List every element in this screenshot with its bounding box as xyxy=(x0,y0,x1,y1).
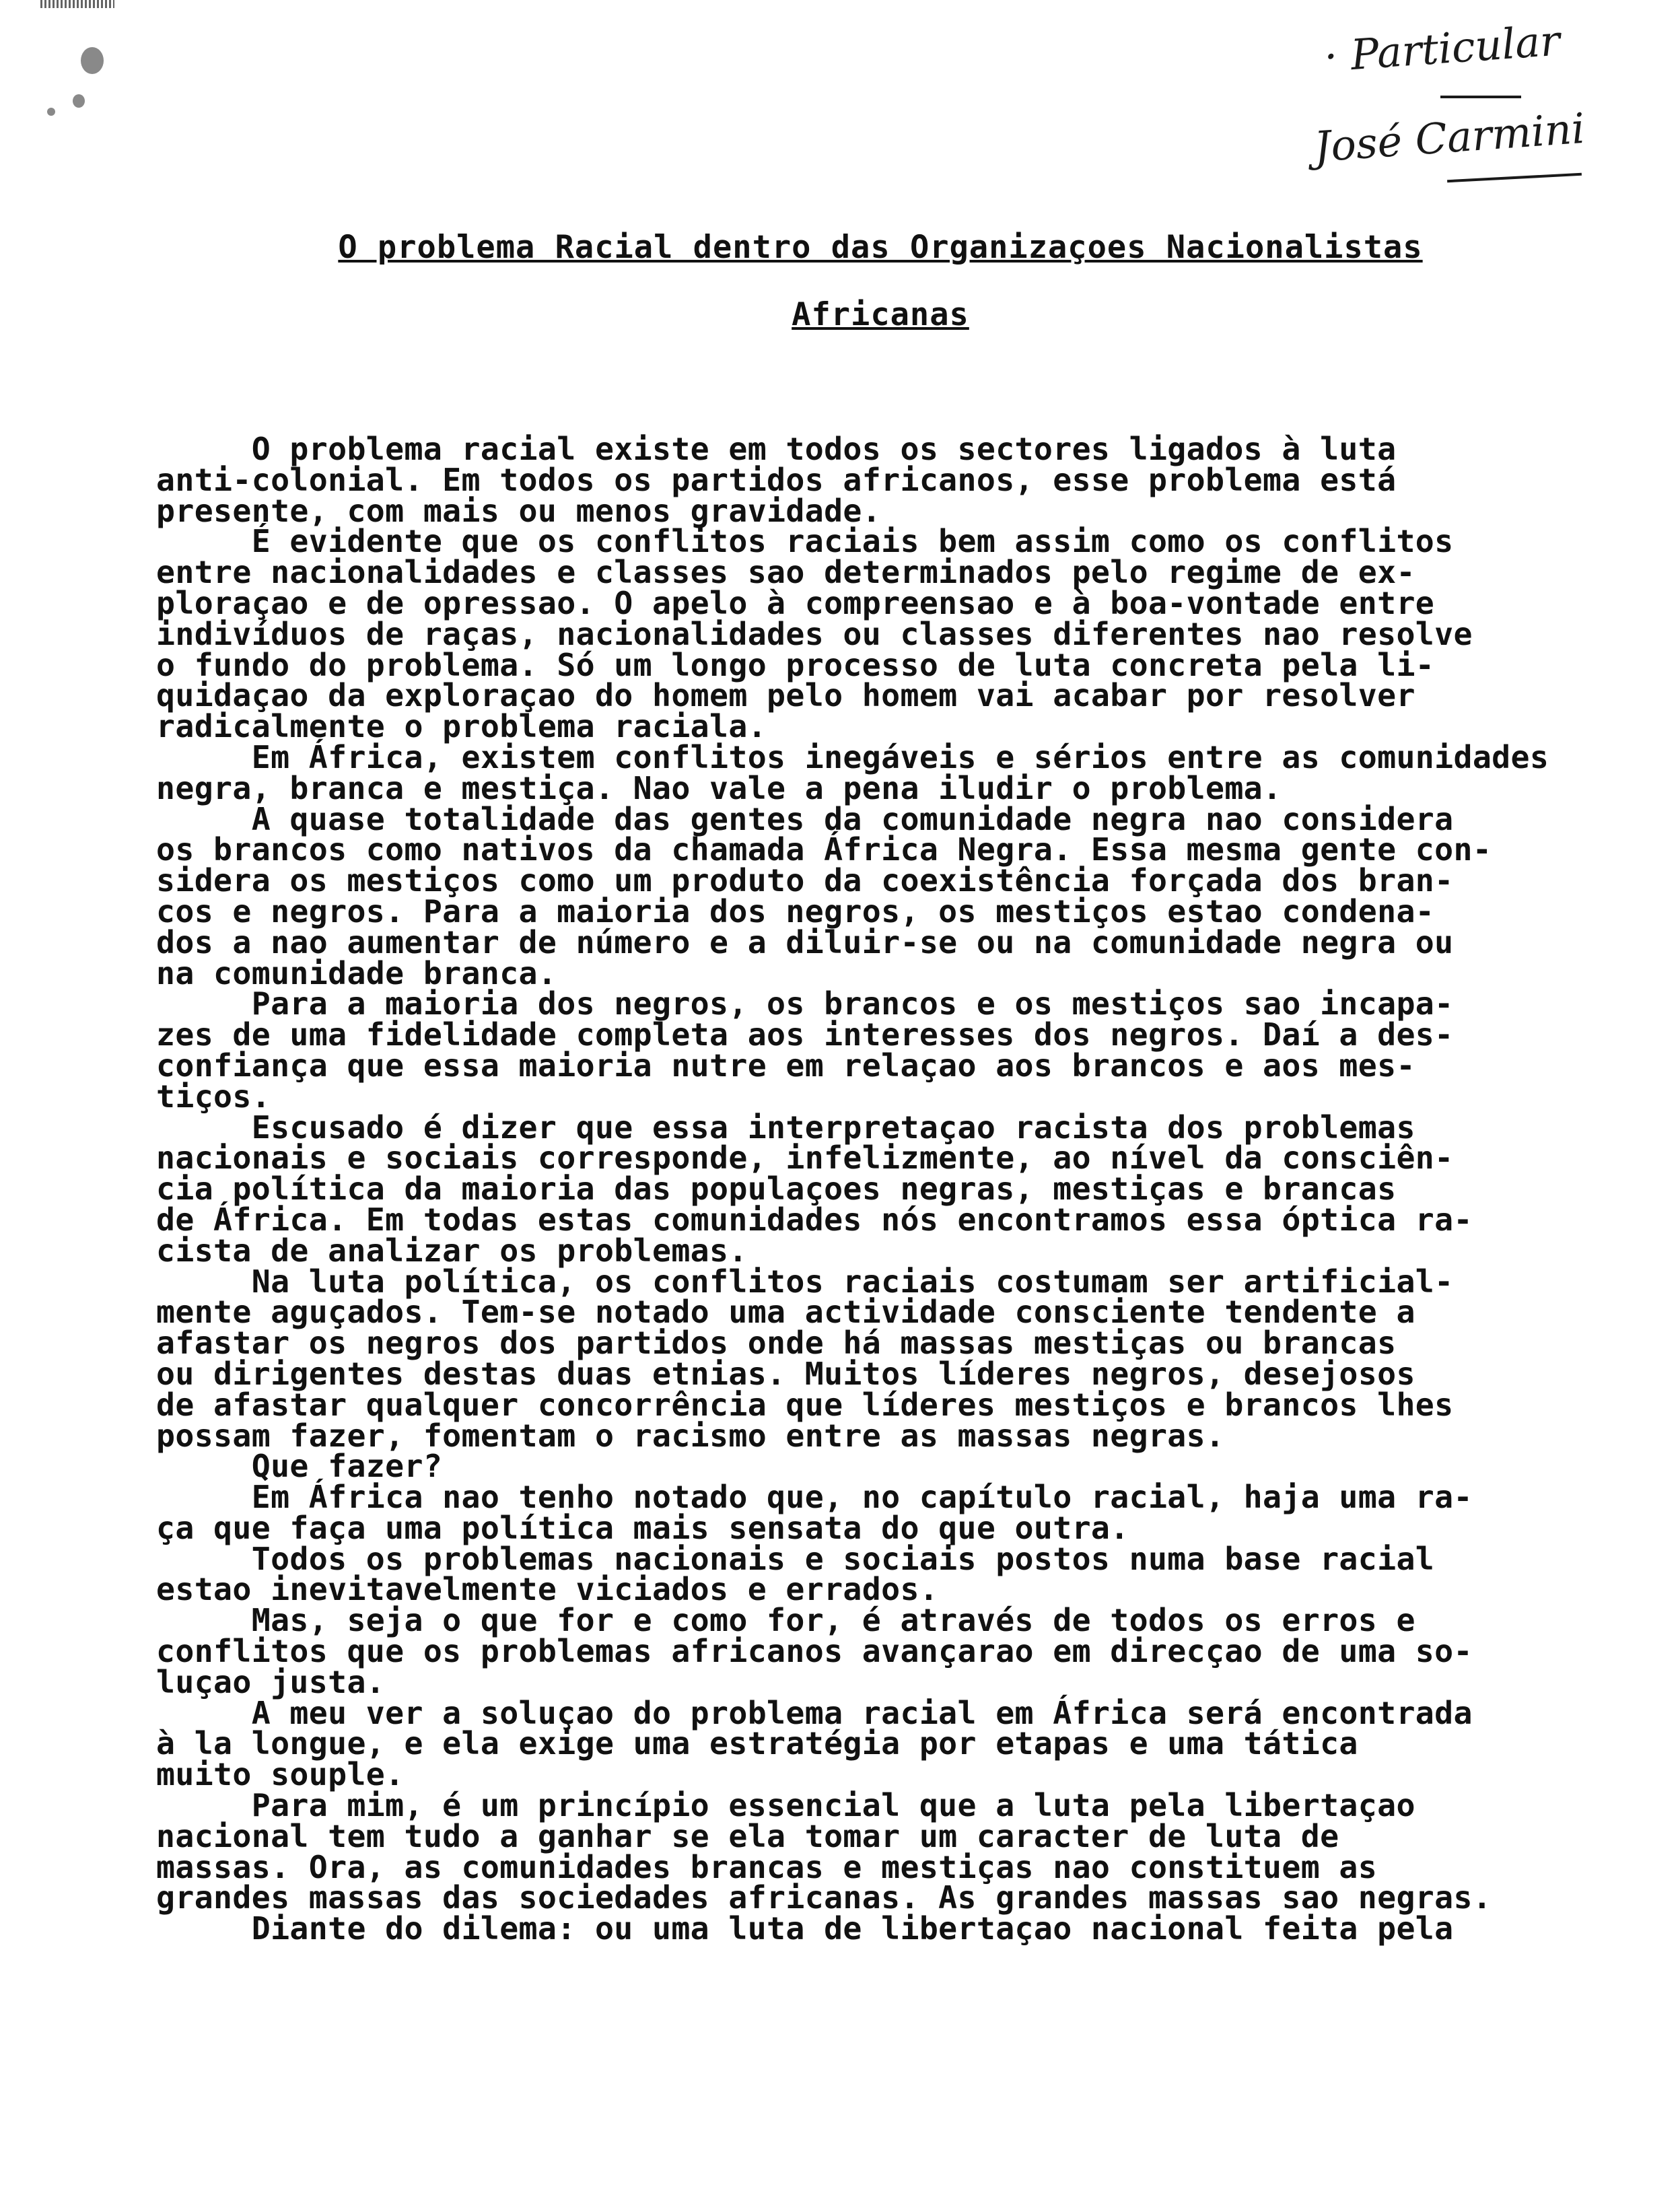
ink-smudge xyxy=(73,94,85,108)
document-title: O problema Racial dentro das Organizaçoes Nacionalistas xyxy=(338,229,1423,266)
document-title-continuation: Africanas xyxy=(792,296,969,333)
handwritten-underline xyxy=(1440,96,1521,98)
text-line: zes de uma fidelidade completa aos interesses dos negros. Daí a des- xyxy=(156,1016,1454,1053)
text-line: à la longue, e ela exige uma estratégia por etapas e uma tática xyxy=(156,1725,1358,1762)
text-line: ploraçao e de opressao. O apelo à compreensao e à boa-vontade entre xyxy=(156,584,1435,621)
text-line: ou dirigentes destas duas etnias. Muitos líderes negros, desejosos xyxy=(156,1355,1415,1392)
text-line: Em África, existem conflitos inegáveis e sérios entre as comunidades xyxy=(156,738,1549,775)
handwritten-underline xyxy=(1447,173,1582,182)
handwritten-signature: José Carmini xyxy=(1312,103,1586,172)
text-line: Para mim, é um princípio essencial que a luta pela libertaçao xyxy=(156,1787,1415,1824)
text-line: o fundo do problema. Só um longo processo de luta concreta pela li- xyxy=(156,646,1435,683)
text-line: cos e negros. Para a maioria dos negros, os mestiços estao condena- xyxy=(156,893,1435,930)
text-line: Escusado é dizer que essa interpretaçao racista dos problemas xyxy=(156,1109,1415,1146)
text-line: dos a nao aumentar de número e a diluir-se ou na comunidade negra ou xyxy=(156,923,1454,961)
text-line: os brancos como nativos da chamada África Negra. Essa mesma gente con- xyxy=(156,831,1492,868)
text-line: A quase totalidade das gentes da comunidade negra nao considera xyxy=(156,800,1454,837)
text-line: quidaçao da exploraçao do homem pelo homem vai acabar por resolver xyxy=(156,677,1415,714)
text-line: massas. Ora, as comunidades brancas e mestiças nao constituem as xyxy=(156,1848,1378,1885)
text-line: É evidente que os conflitos raciais bem assim como os conflitos xyxy=(156,523,1454,560)
text-line: anti-colonial. Em todos os partidos africanos, esse problema está xyxy=(156,461,1397,498)
text-line: radicalmente o problema raciala. xyxy=(156,708,767,745)
text-line: nacionais e sociais corresponde, infelizmente, ao nível da consciên- xyxy=(156,1140,1454,1177)
text-line: confiança que essa maioria nutre em relaçao aos brancos e aos mes- xyxy=(156,1047,1415,1084)
document-body xyxy=(156,431,1664,1947)
text-line: conflitos que os problemas africanos avançarao em direcçao de uma so- xyxy=(156,1633,1473,1670)
text-line: grandes massas das sociedades africanas. As grandes massas sao negras. xyxy=(156,1879,1492,1916)
text-line: de afastar qualquer concorrência que líderes mestiços e brancos lhes xyxy=(156,1386,1454,1423)
text-line: mente aguçados. Tem-se notado uma actividade consciente tendente a xyxy=(156,1294,1415,1331)
text-line: Na luta política, os conflitos raciais costumam ser artificial- xyxy=(156,1263,1454,1300)
text-line: O problema racial existe em todos os sectores ligados à luta xyxy=(156,431,1397,467)
handwritten-note-particular: · Particular xyxy=(1323,15,1562,81)
text-line: na comunidade branca. xyxy=(156,954,557,991)
text-line: estao inevitavelmente viciados e errados. xyxy=(156,1571,939,1608)
text-line: tiços. xyxy=(156,1078,271,1115)
text-line: Para a maioria dos negros, os brancos e os mestiços sao incapa- xyxy=(156,985,1454,1022)
text-line: negra, branca e mestiça. Nao vale a pena iludir o problema. xyxy=(156,769,1282,806)
text-line: afastar os negros dos partidos onde há massas mestiças ou brancas xyxy=(156,1325,1397,1362)
text-line: cista de analizar os problemas. xyxy=(156,1232,748,1269)
ink-smudge xyxy=(47,108,55,116)
text-line: luçao justa. xyxy=(156,1663,386,1700)
text-line: Todos os problemas nacionais e sociais postos numa base racial xyxy=(156,1540,1435,1577)
ink-smudge xyxy=(81,47,104,74)
text-line: presente, com mais ou menos gravidade. xyxy=(156,492,882,529)
text-line: A meu ver a soluçao do problema racial em África será encontrada xyxy=(156,1694,1473,1731)
text-line: cia política da maioria das populaçoes negras, mestiças e brancas xyxy=(156,1171,1397,1208)
text-line: indivíduos de raças, nacionalidades ou classes diferentes nao resolve xyxy=(156,615,1473,652)
text-line: muito souple. xyxy=(156,1756,405,1793)
text-line: Mas, seja o que for e como for, é através de todos os erros e xyxy=(156,1602,1415,1639)
text-line: de África. Em todas estas comunidades nós encontramos essa óptica ra- xyxy=(156,1201,1473,1238)
text-line: sidera os mestiços como um produto da coexistência forçada dos bran- xyxy=(156,862,1454,899)
text-line: Diante do dilema: ou uma luta de libertaçao nacional feita pela xyxy=(156,1910,1454,1947)
text-line: ça que faça uma política mais sensata do que outra. xyxy=(156,1509,1129,1546)
text-line: Em África nao tenho notado que, no capítulo racial, haja uma ra- xyxy=(156,1479,1473,1516)
text-line: possam fazer, fomentam o racismo entre as massas negras. xyxy=(156,1417,1225,1454)
text-line: entre nacionalidades e classes sao determinados pelo regime de ex- xyxy=(156,554,1415,591)
text-line: Que fazer? xyxy=(156,1448,443,1485)
scan-artifact xyxy=(40,0,114,8)
text-line: nacional tem tudo a ganhar se ela tomar um caracter de luta de xyxy=(156,1817,1339,1854)
